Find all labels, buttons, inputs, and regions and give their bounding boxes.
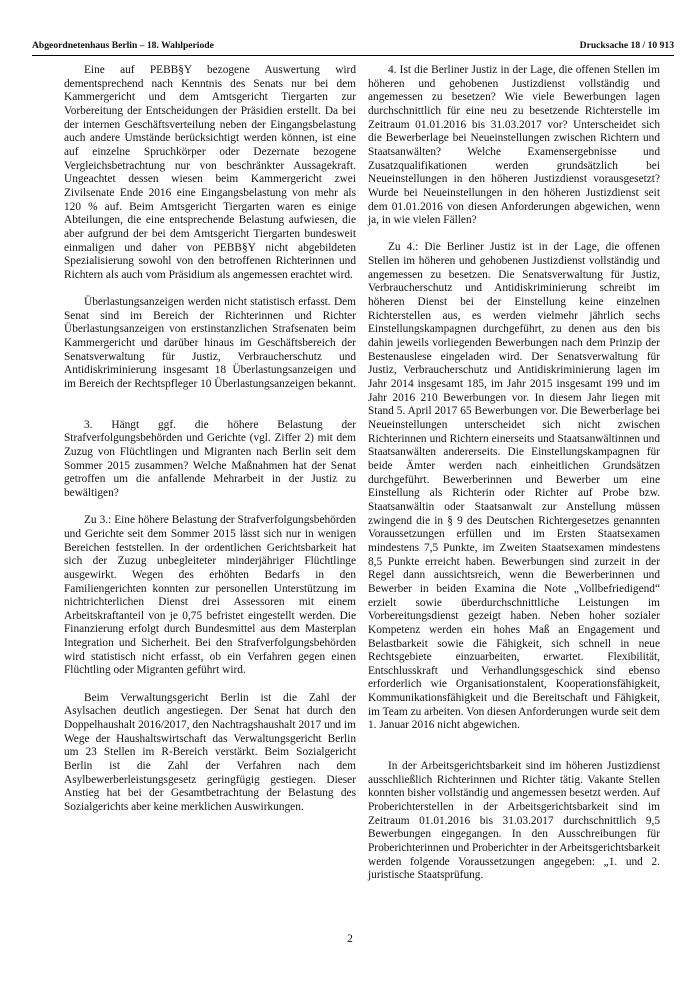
header-document-number: Drucksache 18 / 10 913 xyxy=(579,40,674,51)
header-parliament-label: Abgeordnetenhaus Berlin – 18. Wahlperiode xyxy=(32,40,214,51)
page-number: 2 xyxy=(347,933,353,945)
question-4: 4. Ist die Berliner Justiz in der Lage, die offenen Stellen im höheren und gehobenen Justizdienst vollständig und angemessen zu besetzen? Wie viele Bewerbungen lagen durchschnittlich für eine neu zu besetzende Richterstelle im Zeitraum 01.01.2016 bis 31.03.2017 vor? Unterscheidet sich die Bewerberlage bei Neueinstellungen zwischen Richtern und Staatsanwälten? Welche Examensergebnisse und Zusatzqualifikationen werden grundsätzlich bei Neueinstellungen in den höheren Justizdienst vorausgesetzt? Wurde bei Neueinstellungen in den höheren Justizdienst seit dem 01.01.2016 von diesen Anforderungen abgewichen, wenn ja, in wie vielen Fällen? xyxy=(368,64,660,227)
right-column xyxy=(368,64,660,897)
question-3: 3. Hängt ggf. die höhere Belastung der Strafverfolgungsbehörden und Gerichte (vgl. Ziffer 2) mit dem Zuzug von Flüchtlingen und Migranten nach Berlin seit dem Sommer 2015 zusammen? Welche Maßnahmen hat der Senat getroffen um die anfallende Mehrarbeit in der Justiz zu bewältigen? xyxy=(64,418,356,499)
running-header xyxy=(32,40,674,56)
paragraph-pebby-evaluation: Eine auf PEBB§Y bezogene Auswertung wird dementsprechend nach Kenntnis des Senats nur bei dem Kammergericht und dem Amtsgericht Tiergarten zur Vorbereitung der Entscheidungen der Präsidien erstellt. Da bei der internen Geschäftsverteilung neben der Eingangsbelastung auch andere Umstände berücksichtigt werden können, ist eine auf einzelne Spruchkörper oder Dezernate bezogene Vergleichsbetrachtung nur von beschränkter Aussagekraft. Ungeachtet dessen wiesen beim Kammergericht zwei Zivilsenate Ende 2016 eine Eingangsbelastung von mehr als 120 % auf. Beim Amtsgericht Tiergarten waren es einige Abteilungen, die eine entsprechende Belastung aufwiesen, die aber aufgrund der bei dem Amtsgericht Tiergarten bundesweit einmaligen und daher von PEBB§Y nicht abgebildeten Spezialisierung sowohl von den betroffenen Richterinnen und Richtern als auch vom Präsidium als angemessen erachtet wird. xyxy=(64,64,356,281)
answer-4: Zu 4.: Die Berliner Justiz ist in der Lage, die offenen Stellen im höheren und gehobenen Justizdienst vollständig und angemessen zu besetzen. Die Senatsverwaltung für Justiz, Verbraucherschutz und Antidiskriminierung schreibt im höheren Dienst bei der Einstellung keine einzelnen Richterstellen aus, es werden vielmehr jährlich sechs Einstellungskampagnen durchgeführt, zu denen aus den bis dahin jeweils vorliegenden Bewerbungen nach dem Prinzip der Bestenauslese eingeladen wird. Der Senatsverwaltung für Justiz, Verbraucherschutz und Antidiskriminierung lagen im Jahr 2014 insgesamt 185, im Jahr 2015 insgesamt 199 und im Jahr 2016 210 Bewerbungen vor. In diesem Jahr liegen mit Stand 5. April 2017 65 Bewerbungen vor. Die Bewerberlage bei Neueinstellungen unterscheidet sich nicht zwischen Richterinnen und Richtern einerseits und Staatsanwältinnen und Staatsanwälten andererseits. Die Einstellungskampagnen für beide Ämter werden nach einheitlichen Grundsätzen durchgeführt. Bewerberinnen und Bewerber um eine Einstellung als Richterin oder Richter auf Probe bzw. Staatsanwältin oder Staatsanwalt zur Anstellung müssen zwingend die in § 9 des Deutschen Richtergesetzes genannten Voraussetzungen erfüllen und im Ersten Staatsexamen mindestens 7,5 Punkte, im Zweiten Staatsexamen mindestens 8,5 Punkte erreicht haben. Bewerbungen sind zurzeit in der Regel dann aussichtsreich, wenn die Bewerberinnen und Bewerber in beiden Examina die Note „Vollbefriedigend“ erzielt sowie überdurchschnittliche Leistungen im Vorbereitungsdienst gezeigt haben. Neben hoher sozialer Kompetenz werden ein hohes Maß an Engagement und Belastbarkeit sowie die Fähigkeit, sich schnell in neue Rechtsgebiete einzuarbeiten, erwartet. Flexibilität, Entschlusskraft und Verhandlungsgeschick sind ebenso erforderlich wie Organisationstalent, Kooperationsfähigkeit, Kommunikationsfähigkeit und die Bereitschaft und Fähigkeit, im Team zu arbeiten. Von diesen Anforderungen wurde seit dem 1. Januar 2016 nicht abgewichen. xyxy=(368,241,660,732)
answer-3: Zu 3.: Eine höhere Belastung der Strafverfolgungsbehörden und Gerichte seit dem Sommer 2015 lässt sich nur in wenigen Bereichen feststellen. In der ordentlichen Gerichtsbarkeit hat sich der Zuzug unbegleiteter minderjähriger Flüchtlinge ausgewirkt. Wegen des erhöhten Bedarfs in den Familiengerichten konnten zur personellen Unterstützung im nichtrichterlichen Dienst drei Assessoren mit einem Arbeitskraftanteil von je 0,75 befristet eingestellt werden. Die Finanzierung erfolgt durch Bundesmittel aus dem Masterplan Integration und Sicherheit. Bei den Strafverfolgungsbehörden wird statistisch nicht erfasst, ob ein Verfahren gegen einen Flüchtling oder Migranten geführt wird. xyxy=(64,514,356,677)
header-rule xyxy=(32,55,674,56)
left-column xyxy=(64,64,356,828)
paragraph-labour-court: In der Arbeitsgerichtsbarkeit sind im höheren Justizdienst ausschließlich Richterinnen und Richter tätig. Vakante Stellen konnten bisher vollständig und angemessen besetzt werden. Auf Proberichterstellen in der Arbeitsgerichtsbarkeit sind im Zeitraum 01.01.2016 bis 31.03.2017 durchschnittlich 9,5 Bewerbungen eingegangen. In den Ausschreibungen für Proberichterinnen und Proberichter in der Arbeitsgerichtsbarkeit werden folgende Voraussetzungen angegeben: „1. und 2. juristische Staatsprüfung. xyxy=(368,760,661,882)
paragraph-administrative-court: Beim Verwaltungsgericht Berlin ist die Zahl der Asylsachen deutlich angestiegen. Der Senat hat durch den Doppelhaushalt 2016/2017, den Nachtragshaushalt 2017 und im Wege der Haushaltswirtschaft das Verwaltungsgericht Berlin um 23 Stellen im R-Bereich verstärkt. Beim Sozialgericht Berlin ist die Zahl der Verfahren nach dem Asylbewerberleistungsgesetz geringfügig gestiegen. Dieser Anstieg hat bei der Gesamtbetrachtung der Belastung des Sozialgerichts aber keine merklichen Auswirkungen. xyxy=(64,691,356,813)
paragraph-overload-notices: Überlastungsanzeigen werden nicht statistisch erfasst. Dem Senat sind im Bereich der Richterinnen und Richter Überlastungsanzeigen von erstinstanzlichen Strafsenaten beim Kammergericht und darüber hinaus im Geschäftsbereich der Senatsverwaltung für Justiz, Verbraucherschutz und Antidiskriminierung insgesamt 18 Überlastungsanzeigen und im Bereich der Rechtspfleger 10 Überlastungsanzeigen bekannt. xyxy=(64,296,356,391)
